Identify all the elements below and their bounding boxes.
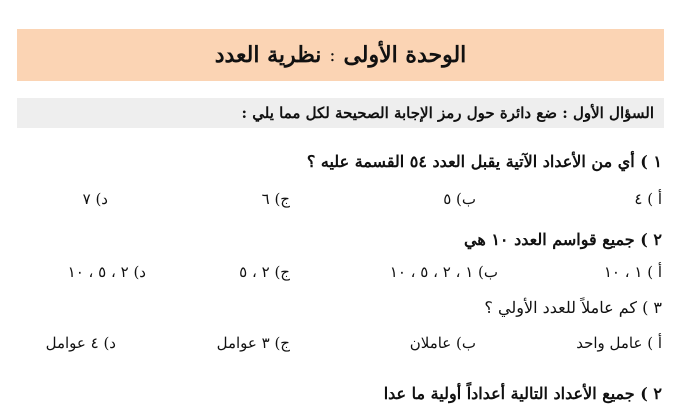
- question-3-option-d: د) ٤ عوامل: [45, 334, 116, 352]
- question-2-option-b: ب) ١ ، ٢ ، ٥ ، ١٠: [389, 263, 498, 281]
- question-3-option-b: ب) عاملان: [409, 334, 476, 352]
- unit-title-banner: [17, 29, 664, 81]
- unit-title-separator: :: [329, 44, 336, 66]
- question-3-text: ٣ ) كم عاملاً للعدد الأولي ؟: [484, 298, 662, 317]
- question-1-option-b: ب) ٥: [443, 190, 476, 208]
- question-1-option-d: د) ٧: [82, 190, 108, 208]
- question-2-option-c: ج) ٢ ، ٥: [239, 263, 290, 281]
- unit-title-right: نظرية العدد: [214, 42, 322, 68]
- instruction-text: السؤال الأول : ضع دائرة حول رمز الإجابة الصحيحة لكل مما يلي :: [241, 104, 654, 122]
- question-4-text: ٢ ) جميع الأعداد التالية أعداداً أولية ما عدا: [383, 384, 662, 403]
- question-2-option-a: أ ) ١ ، ١٠: [603, 263, 662, 281]
- unit-title-left: الوحدة الأولى: [343, 42, 467, 68]
- question-3-option-c: ج) ٣ عوامل: [216, 334, 290, 352]
- question-2-option-d: د) ٢ ، ٥ ، ١٠: [67, 263, 146, 281]
- instruction-bar: [17, 98, 664, 128]
- question-2-text: ٢ ) جميع قواسم العدد ١٠ هي: [463, 230, 662, 249]
- question-1-option-a: أ ) ٤: [634, 190, 662, 208]
- question-1-option-c: ج) ٦: [261, 190, 290, 208]
- question-1-text: ١ ) أي من الأعداد الآتية يقبل العدد ٥٤ القسمة عليه ؟: [306, 152, 662, 171]
- question-3-option-a: أ ) عامل واحد: [576, 334, 662, 352]
